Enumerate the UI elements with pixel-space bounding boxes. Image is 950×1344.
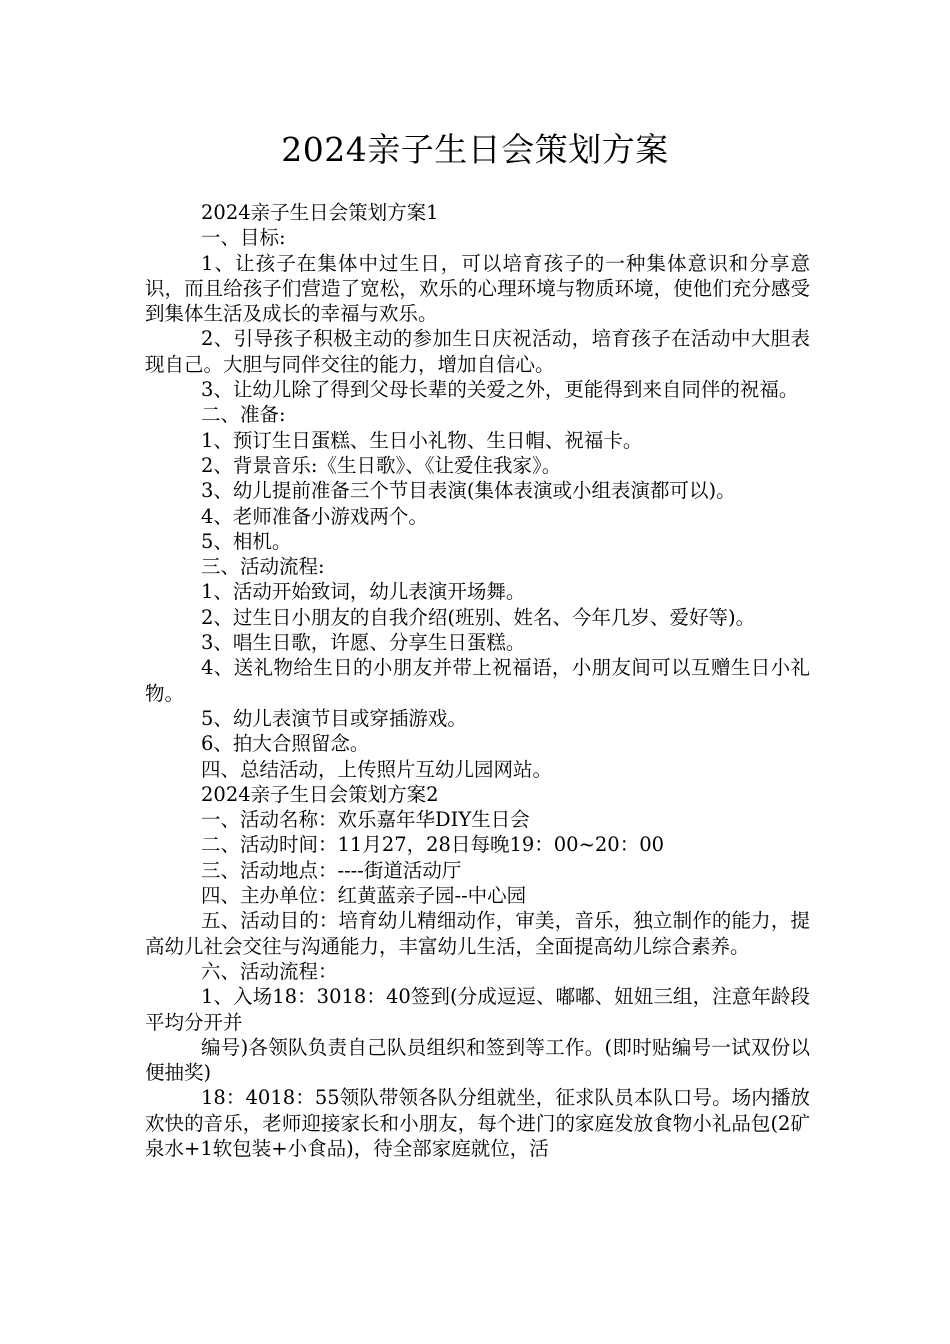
paragraph: 二、活动时间：11月27，28日每晚19：00~20：00 — [201, 833, 665, 857]
paragraph: 三、活动地点：----街道活动厅 — [201, 858, 462, 882]
paragraph: 一、活动名称：欢乐嘉年华DIY生日会 — [201, 808, 530, 832]
paragraph: 一、目标: — [201, 226, 286, 250]
document-body — [145, 200, 810, 1161]
paragraph: 1、预订生日蛋糕、生日小礼物、生日帽、祝福卡。 — [201, 428, 643, 452]
paragraph: 1、让孩子在集体中过生日，可以培育孩子的一种集体意识和分享意识，而且给孩子们营造了宽松，欢乐的心理环境与物质环境，使他们充分感受到集体生活及成长的幸福与欢乐。 — [145, 251, 810, 326]
paragraph: 4、老师准备小游戏两个。 — [201, 504, 428, 528]
paragraph: 5、幼儿表演节目或穿插游戏。 — [201, 706, 467, 730]
paragraph: 五、活动目的：培育幼儿精细动作，审美，音乐，独立制作的能力，提高幼儿社会交往与沟通能力，丰富幼儿生活，全面提高幼儿综合素养。 — [145, 909, 810, 958]
paragraph: 2、过生日小朋友的自我介绍(班别、姓名、今年几岁、爱好等)。 — [201, 605, 756, 629]
paragraph: 2、引导孩子积极主动的参加生日庆祝活动，培育孩子在活动中大胆表现自己。大胆与同伴交往的能力，增加自信心。 — [145, 327, 810, 376]
paragraph: 4、送礼物给生日的小朋友并带上祝福语，小朋友间可以互赠生日小礼物。 — [145, 656, 810, 705]
paragraph: 3、幼儿提前准备三个节目表演(集体表演或小组表演都可以)。 — [201, 479, 736, 503]
paragraph: 四、总结活动，上传照片互幼儿园网站。 — [201, 757, 553, 781]
paragraph: 编号)各领队负责自己队员组织和签到等工作。(即时贴编号一试双份以便抽奖) — [145, 1035, 810, 1085]
paragraph: 3、让幼儿除了得到父母长辈的关爱之外，更能得到来自同伴的祝福。 — [201, 378, 799, 402]
paragraph: 四、主办单位：红黄蓝亲子园--中心园 — [201, 884, 527, 908]
section-heading-1: 2024亲子生日会策划方案1 — [201, 201, 439, 224]
paragraph: 6、拍大合照留念。 — [201, 732, 370, 756]
paragraph: 1、入场18：3018：40签到(分成逗逗、嘟嘟、妞妞三组，注意年龄段平均分开并 — [145, 985, 810, 1034]
page-title: 2024亲子生日会策划方案 — [281, 130, 669, 169]
paragraph: 六、活动流程： — [201, 959, 338, 983]
paragraph: 2、背景音乐:《生日歌》、《让爱住我家》。 — [201, 453, 562, 477]
paragraph: 三、活动流程: — [201, 555, 325, 579]
paragraph: 3、唱生日歌，许愿、分享生日蛋糕。 — [201, 631, 526, 655]
paragraph: 1、活动开始致词，幼儿表演开场舞。 — [201, 580, 526, 604]
section-heading-2: 2024亲子生日会策划方案2 — [201, 782, 439, 806]
paragraph: 18：4018：55领队带领各队分组就坐，征求队员本队口号。场内播放欢快的音乐，老师迎接家长和小朋友，每个进门的家庭发放食物小礼品包(2矿泉水+1软包装+小食品)，待全部家庭就位，活 — [145, 1086, 810, 1160]
paragraph: 二、准备: — [201, 403, 286, 427]
paragraph: 5、相机。 — [201, 529, 292, 553]
